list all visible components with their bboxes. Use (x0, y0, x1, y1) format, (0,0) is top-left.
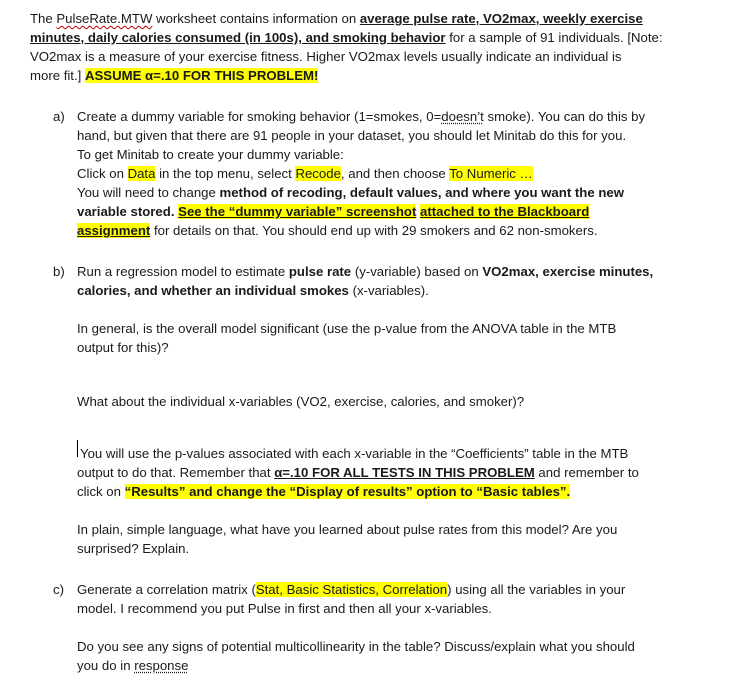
text: , and then choose (340, 166, 450, 181)
part-a-line-5 (77, 183, 624, 202)
part-a-line-2: hand, but given that there are 91 people in your dataset, you should let Minitab do this for you. (77, 128, 627, 143)
variables-emphasis: average pulse rate, VO2max, weekly exercise (359, 11, 643, 26)
text: Run a regression model to estimate (77, 264, 289, 279)
text: Create a dummy variable for smoking behavior (1=smokes, 0= (77, 109, 442, 124)
part-b-question-3-line-1: In plain, simple language, what have you learned about pulse rates from this model? Are you (77, 522, 618, 537)
alpha-assumption: ASSUME α=.10 FOR THIS PROBLEM! (84, 68, 319, 83)
text: doesn’t (441, 109, 484, 124)
text: you do in (77, 658, 135, 673)
text: and remember to (534, 465, 639, 480)
results-display-instruction: “Results” and change the “Display of results” option to “Basic tables”. (124, 484, 571, 499)
menu-to-numeric: To Numeric … (449, 166, 533, 181)
alpha-reminder: α=.10 FOR ALL TESTS IN THIS PROBLEM (274, 465, 535, 480)
part-c-label: c) (53, 582, 64, 597)
screenshot-reference: See the “dummy variable” screenshot (178, 204, 417, 219)
intro-line-2 (30, 28, 663, 47)
part-b-question-2: What about the individual x-variables (VO2, exercise, calories, and smoker)? (77, 394, 525, 409)
text: output to do that. Remember that (77, 465, 275, 480)
text: in the top menu, select (155, 166, 296, 181)
part-c-line-4 (77, 656, 188, 675)
variables-emphasis: minutes, daily calories consumed (in 100s), and smoking behavior (30, 30, 446, 45)
part-c-line-1 (77, 580, 625, 599)
text: (x-variables). (348, 283, 429, 298)
part-a-line-3: To get Minitab to create your dummy variable: (77, 147, 344, 162)
intro-text: for a sample of 91 individuals. [Note: (445, 30, 663, 45)
part-b-question-1-line-1: In general, is the overall model significant (use the p-value from the ANOVA table in the MTB (77, 321, 617, 336)
text: (y-variable) based on (351, 264, 483, 279)
part-a-line-7 (77, 221, 597, 240)
intro-line-1 (30, 9, 643, 28)
text: Click on (77, 166, 128, 181)
blackboard-reference: assignment (77, 223, 151, 238)
text: ) using all the variables in your (447, 582, 626, 597)
part-c-line-2: model. I recommend you put Pulse in first and then all your x-variables. (77, 601, 492, 616)
text: smoke). You can do this by (483, 109, 646, 124)
intro-line-4 (30, 66, 318, 85)
text: click on (77, 484, 125, 499)
intro-text: The (30, 11, 57, 26)
filename: PulseRate.MTW (56, 11, 153, 26)
part-b-question-3-line-2: surprised? Explain. (77, 541, 190, 556)
part-a-line-6 (77, 202, 589, 221)
part-b-line-1 (77, 262, 653, 281)
part-b-question-1-line-2: output for this)? (77, 340, 169, 355)
part-a-line-4 (77, 164, 533, 183)
intro-text: more fit.] (30, 68, 85, 83)
text-cursor (77, 440, 78, 457)
part-b-note-line-3 (77, 482, 570, 501)
part-b-note-line-1: You will use the p-values associated with each x-variable in the “Coefficients” table in the MTB (80, 446, 629, 461)
menu-correlation-path: Stat, Basic Statistics, Correlation (255, 582, 448, 597)
menu-recode: Recode (295, 166, 341, 181)
intro-text: worksheet contains information on (152, 11, 360, 26)
menu-data: Data (127, 166, 156, 181)
text: response (134, 658, 189, 673)
text: pulse rate (288, 264, 352, 279)
part-b-note-line-2 (77, 463, 639, 482)
text: method of recoding, default values, and where you want the new (219, 185, 624, 200)
part-b-label: b) (53, 264, 65, 279)
text: for details on that. You should end up with 29 smokers and 62 non-smokers. (150, 223, 598, 238)
text: VO2max, exercise minutes, (482, 264, 654, 279)
blackboard-reference: attached to the Blackboard (420, 204, 590, 219)
part-a-line-1 (77, 107, 645, 126)
text: You will need to change (77, 185, 220, 200)
text: calories, and whether an individual smokes (77, 283, 349, 298)
text: variable stored. (77, 204, 175, 219)
part-c-line-3: Do you see any signs of potential multicollinearity in the table? Discuss/explain what you should (77, 639, 635, 654)
part-a-label: a) (53, 109, 65, 124)
intro-line-3: VO2max is a measure of your exercise fitness. Higher VO2max levels usually indicate an individual is (30, 49, 622, 64)
text: Generate a correlation matrix ( (77, 582, 256, 597)
part-b-line-2 (77, 281, 429, 300)
